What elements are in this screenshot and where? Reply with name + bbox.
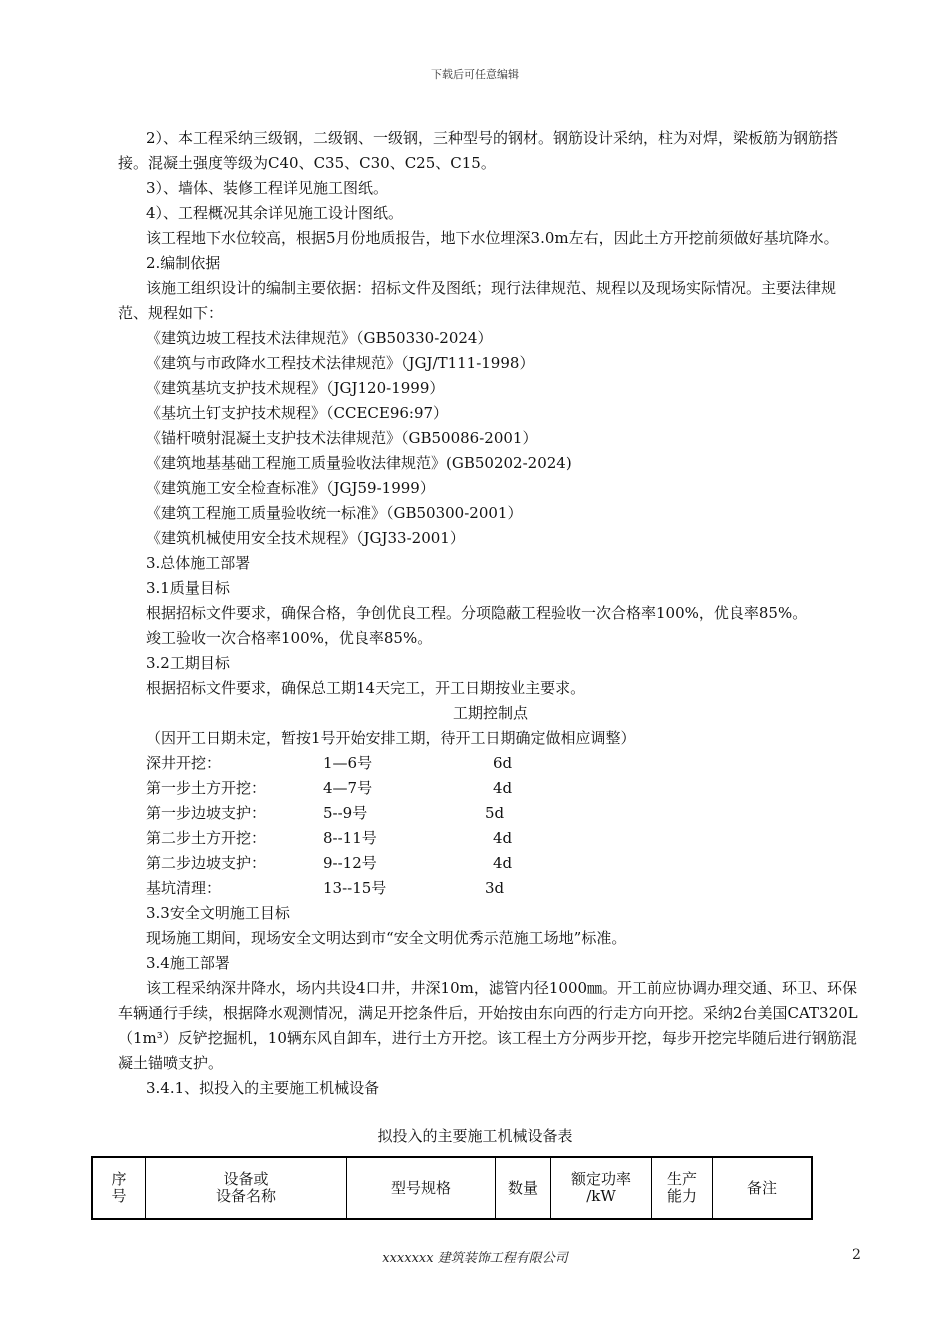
- schedule-days: 5--9号: [323, 804, 368, 822]
- paragraph: 现场施工期间，现场安全文明达到市“安全文明优秀示范施工场地”标准。: [146, 929, 627, 947]
- standard-item: 《建筑边坡工程技术法律规范》（GB50330-2024）: [146, 329, 493, 347]
- schedule-days: 13--15号: [323, 879, 387, 897]
- standard-item: 《建筑施工安全检查标准》（JGJ59-1999）: [146, 479, 435, 497]
- standard-item: 《建筑地基基础工程施工质量验收法律规范》(GB50202-2024): [146, 454, 572, 472]
- schedule-row: [118, 751, 863, 776]
- schedule-task: 第二步边坡支护：: [146, 854, 267, 872]
- schedule-task: 第二步土方开挖：: [146, 829, 267, 847]
- schedule-duration: 4d: [493, 854, 513, 872]
- subsection-heading: 3.3安全文明施工目标: [146, 904, 290, 922]
- paragraph: 该工程采纳深井降水，场内共设4口井，井深10m，滤管内径1000㎜。开工前应协调办理交通、环卫、环保车辆通行手续，根据降水观测情况，满足开挖条件后，开始按由东向西的行走方向开挖。采纳2台美国CAT320L（1m³）反铲挖掘机，10辆东风自卸车，进行土方开挖。该工程土方分两步开挖，每步开挖完毕随后进行钢筋混凝土锚喷支护。: [118, 979, 858, 1072]
- footer-company: xxxxxxx 建筑装饰工程有限公司: [382, 1251, 568, 1266]
- schedule-days: 4—7号: [323, 779, 373, 797]
- section-heading: 2.编制依据: [146, 254, 221, 272]
- paragraph: 4）、工程概况其余详见施工设计图纸。: [146, 204, 404, 222]
- schedule-table: [118, 751, 863, 901]
- schedule-row: [118, 801, 863, 826]
- subsection-heading: 3.1质量目标: [146, 579, 230, 597]
- schedule-duration: 4d: [493, 779, 513, 797]
- header-cell-remarks: 备注: [713, 1157, 813, 1219]
- schedule-task: 基坑清理：: [146, 879, 222, 897]
- paragraph: 2）、本工程采纳三级钢，二级钢、一级钢，三种型号的钢材。钢筋设计采纳，柱为对焊，梁板筋为钢筋搭接。混凝土强度等级为C40、C35、C30、C25、C15。: [118, 129, 839, 172]
- schedule-title: 工期控制点: [452, 704, 528, 722]
- subsection-heading: 3.4.1、拟投入的主要施工机械设备: [146, 1079, 380, 1097]
- header-cell-equipment-name: 设备或 设备名称: [146, 1157, 347, 1219]
- standard-item: 《建筑工程施工质量验收统一标准》（GB50300-2001）: [146, 504, 523, 522]
- schedule-duration: 5d: [485, 804, 505, 822]
- table-title: 拟投入的主要施工机械设备表: [377, 1127, 573, 1145]
- table-header-row: [92, 1157, 812, 1219]
- header-cell-rated-power: 额定功率 /kW: [551, 1157, 652, 1219]
- standard-item: 《基坑土钉支护技术规程》（CCECE96:97）: [146, 404, 449, 422]
- schedule-days: 1—6号: [323, 754, 373, 772]
- schedule-note: （因开工日期未定，暂按1号开始安排工期，待开工日期确定做相应调整）: [146, 729, 636, 747]
- schedule-row: [118, 826, 863, 851]
- schedule-task: 第一步土方开挖：: [146, 779, 267, 797]
- schedule-task: 深井开挖：: [146, 754, 222, 772]
- header-cell-model: 型号规格: [347, 1157, 496, 1219]
- equipment-table: [91, 1156, 813, 1220]
- paragraph: 该施工组织设计的编制主要依据：招标文件及图纸；现行法律规范、规程以及现场实际情况。主要法律规范、规程如下：: [118, 279, 837, 322]
- schedule-row: [118, 876, 863, 901]
- schedule-row: [118, 851, 863, 876]
- schedule-days: 8--11号: [323, 829, 377, 847]
- paragraph: 3）、墙体、装修工程详见施工图纸。: [146, 179, 389, 197]
- paragraph: 竣工验收一次合格率100%，优良率85%。: [146, 629, 433, 647]
- schedule-duration: 6d: [493, 754, 513, 772]
- schedule-task: 第一步边坡支护：: [146, 804, 267, 822]
- schedule-duration: 4d: [493, 829, 513, 847]
- header-cell-quantity: 数量: [496, 1157, 551, 1219]
- header-cell-capacity: 生产 能力: [652, 1157, 713, 1219]
- schedule-days: 9--12号: [323, 854, 377, 872]
- subsection-heading: 3.2工期目标: [146, 654, 230, 672]
- section-heading: 3.总体施工部署: [146, 554, 251, 572]
- body-text: [118, 126, 863, 1101]
- paragraph: 该工程地下水位较高，根据5月份地质报告，地下水位埋深3.0m左右，因此土方开挖前须做好基坑降水。: [146, 229, 839, 247]
- standard-item: 《建筑与市政降水工程技术法律规范》（JGJ/T111-1998）: [146, 354, 535, 372]
- header-cell-index: 序 号: [92, 1157, 146, 1219]
- schedule-row: [118, 776, 863, 801]
- page-header: 下载后可任意编辑: [431, 68, 519, 81]
- paragraph: 根据招标文件要求，确保合格，争创优良工程。分项隐蔽工程验收一次合格率100%，优良率85%。: [146, 604, 808, 622]
- standard-item: 《锚杆喷射混凝土支护技术法律规范》（GB50086-2001）: [146, 429, 538, 447]
- paragraph: 根据招标文件要求，确保总工期14天完工，开工日期按业主要求。: [146, 679, 586, 697]
- schedule-duration: 3d: [485, 879, 505, 897]
- standard-item: 《建筑机械使用安全技术规程》（JGJ33-2001）: [146, 529, 465, 547]
- standard-item: 《建筑基坑支护技术规程》（JGJ120-1999）: [146, 379, 445, 397]
- subsection-heading: 3.4施工部署: [146, 954, 230, 972]
- page-number: 2: [852, 1247, 861, 1263]
